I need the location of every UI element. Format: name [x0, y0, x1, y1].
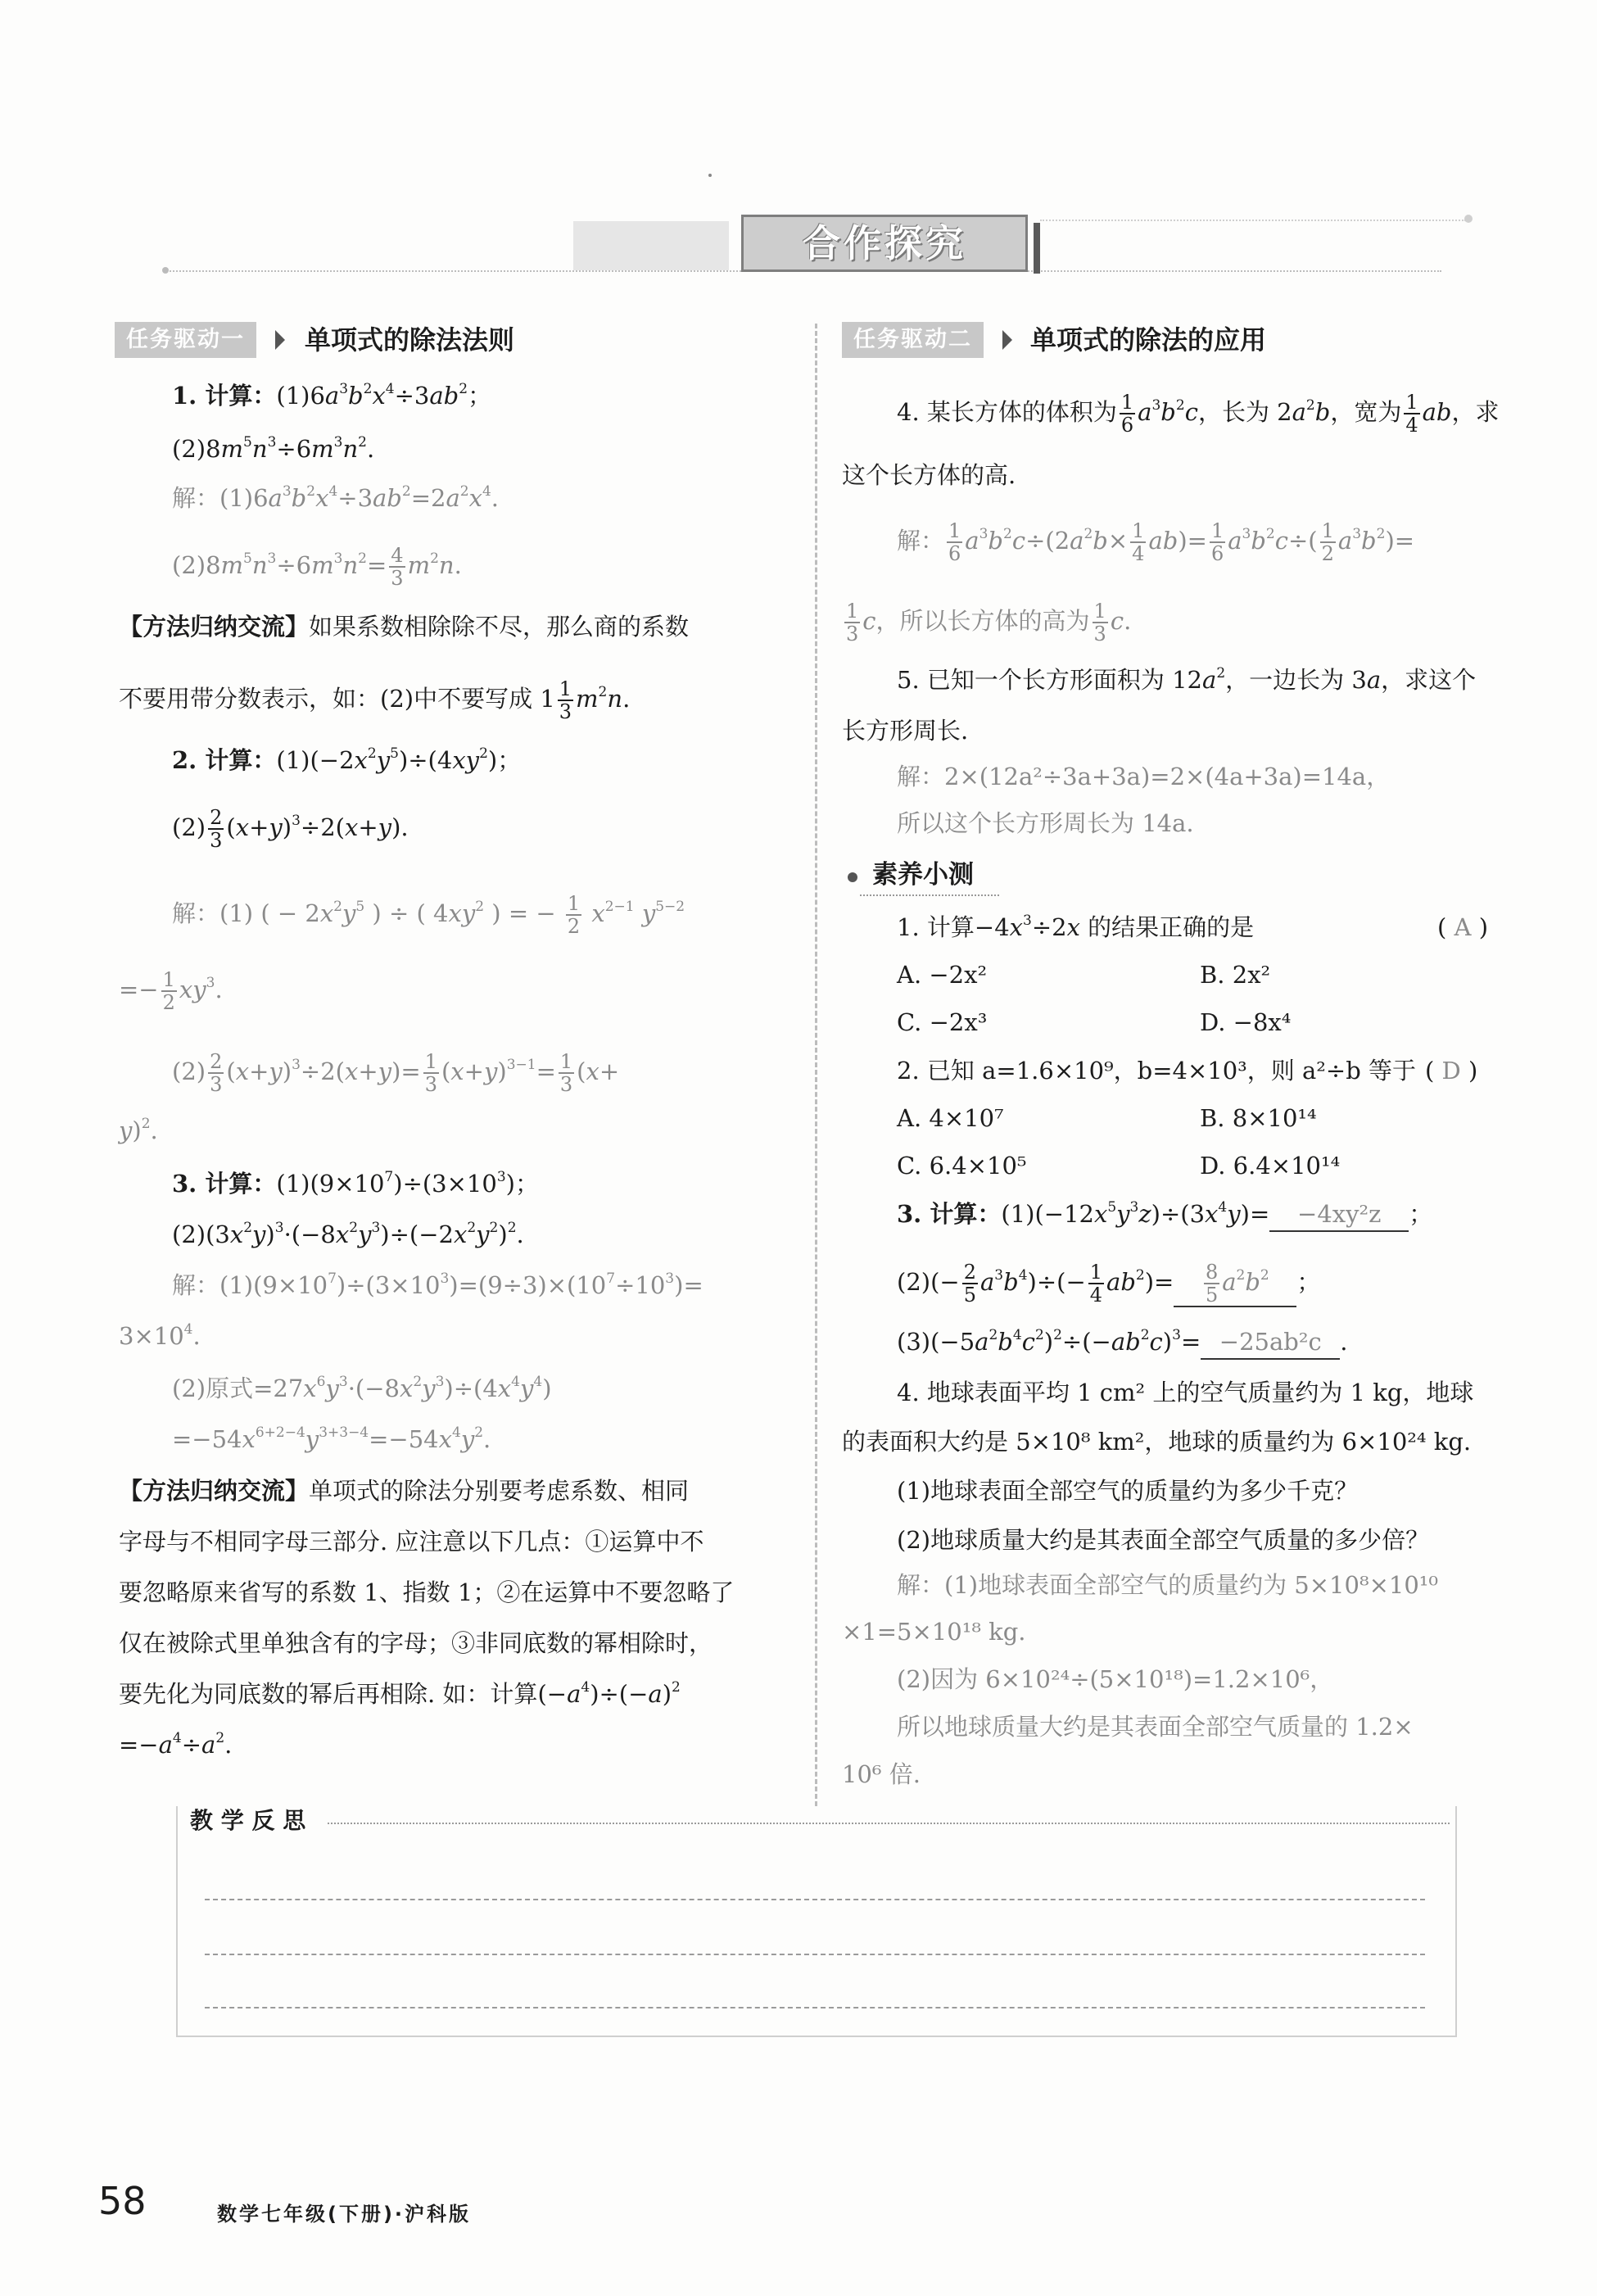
method2-line5: 要先化为同底数的幂后再相除. 如：计算$(-a^4)\div(-a)^2$	[119, 1679, 681, 1708]
task-badge-2: 任务驱动二	[842, 322, 984, 358]
t4-solution1-cont: ×1=5×10¹⁸ kg.	[842, 1618, 1026, 1646]
q1-solution2: $(2)8m^5n^3\div 6m^3n^2=$ $\frac{4}{3}$ $m^2n$.	[172, 544, 462, 590]
q3-line2: $(2)(3x^2y)^3\cdot(-8x^2y^3)\div(-2x^2y^2)^2$.	[172, 1220, 524, 1248]
t2-option-d: D. 6.4×10¹⁴	[1200, 1152, 1341, 1180]
t4-line2: 的表面积大约是 5×10⁸ km²，地球的质量约为 6×10²⁴ kg.	[842, 1428, 1472, 1456]
task-title-2: 单项式的除法的应用	[1030, 324, 1267, 355]
t4-q1: (1)地球表面全部空气的质量约为多少千克？	[897, 1477, 1359, 1505]
column-divider	[815, 324, 817, 1806]
q5-solution2: 所以这个长方形周长为 14a.	[897, 809, 1194, 837]
q2-solution1-cont: =− $\frac{1}{2}$ $xy^3$.	[119, 968, 223, 1014]
t3-line3: $(3)(-5a^2b^4c^2)^2\div(-ab^2c)^3= -25ab^2c$ .	[897, 1325, 1347, 1360]
q5-solution1: 解：2×(12a²÷3a+3a)=2×(4a+3a)=14a，	[897, 763, 1391, 790]
q2-solution1: 解：(1) ( − $2x^2y^5$ ) ÷ ( $4xy^2$ ) = − $\frac{1}{2}$ $x^{2-1}$ $y^{5-2}$	[172, 892, 685, 938]
method2-line6: $=-a^4\div a^2$.	[119, 1730, 233, 1759]
q1-line1: 1. 计算：$(1)6a^3b^2x^4\div 3ab^2$；	[172, 381, 492, 410]
q2-solution2-cont: y)$^2$.	[119, 1116, 158, 1144]
decor-dot-right	[1464, 215, 1473, 223]
q4-line2: 这个长方体的高.	[842, 461, 1016, 489]
method2-line3: 要忽略原来省写的系数 1、指数 1；②在运算中不要忽略了	[119, 1578, 735, 1606]
q4-solution1: 解： $\frac{1}{6}$ $a^3b^2c\div(2a^2b\times$ $\frac{1}{4}$ ab)= $\frac{1}{6}$ $a^3b^2c\div$( $\frac{1}{2}$ $a^3b^2)=$	[897, 519, 1415, 565]
reflection-label: 教 学 反 思	[190, 1805, 314, 1837]
q4-line1: 4. 某长方体的体积为 $\frac{1}{6}$ $a^3b^2c$，长为 $2a^2b$，宽为 $\frac{1}{4}$ ab，求	[897, 391, 1500, 437]
q3-solution1: 解：$(1)(9\times 10^7)\div(3\times 10^3)=(9\div 3)\times(10^7\div 10^3)=$	[172, 1270, 703, 1299]
t2-answer: ( D )	[1425, 1057, 1478, 1085]
q3-solution2-cont: $=-54x^{6+2-4}y^{3+3-4}=-54x^4y^2$.	[172, 1424, 491, 1453]
method2-line2: 字母与不相同字母三部分. 应注意以下几点：①运算中不	[119, 1528, 704, 1556]
t1-option-a: A. −2x²	[897, 961, 988, 989]
t3-line2: (2)(− $\frac{2}{5}$ $a^3b^4)\div(-$ $\frac{1}{4}$ $ab^2)=$ $\frac{8}{5}$ $a^2b^2$ ；	[897, 1261, 1321, 1307]
decor-dot-left	[162, 267, 169, 274]
suyang-underline	[860, 894, 999, 896]
method2-line1: 【方法归纳交流】单项式的除法分别要考虑系数、相同	[119, 1477, 690, 1505]
method2-line4: 仅在被除式里单独含有的字母；③非同底数的幂相除时，	[119, 1629, 713, 1657]
q2-solution2: (2) $\frac{2}{3}$ $(x+y)^3\div 2(x+y)=$ $\frac{1}{3}$ $(x+y)^{3-1}=$ $\frac{1}{3}$ (x+	[172, 1050, 620, 1096]
t4-solution2-cont: 所以地球质量大约是其表面全部空气质量的 1.2×	[897, 1713, 1414, 1741]
t2-question: 2. 已知 a=1.6×10⁹，b=4×10³，则 a²÷b 等于	[897, 1057, 1416, 1085]
bullet-icon	[848, 872, 857, 882]
t1-option-b: B. 2x²	[1200, 961, 1271, 989]
badge-arrow-icon	[1002, 330, 1012, 350]
task-badge-1: 任务驱动一	[115, 322, 256, 358]
reflection-rule-top	[328, 1823, 1450, 1824]
t1-answer: ( A )	[1437, 913, 1489, 941]
reflection-line-1	[205, 1899, 1425, 1900]
badge-arrow-icon	[275, 330, 285, 350]
task-title-1: 单项式的除法法则	[305, 324, 515, 355]
method1-line2: 不要用带分数表示，如：(2)中不要写成 1 $\frac{1}{3}$ $m^2n$.	[119, 677, 631, 723]
q5-line1: 5. 已知一个长方形面积为 $12a^2$，一边长为 3a，求这个	[897, 665, 1477, 694]
t1-option-c: C. −2x³	[897, 1008, 988, 1036]
book-title: 数学七年级(下册)·沪科版	[217, 2203, 472, 2226]
banner-bar	[1034, 223, 1040, 274]
header-band	[573, 221, 729, 270]
reflection-box	[176, 1806, 1457, 2037]
t2-option-a: A. 4×10⁷	[897, 1104, 1004, 1132]
t4-solution1: 解：(1)地球表面全部空气的质量约为 5×10⁸×10¹⁰	[897, 1571, 1439, 1599]
decor-dot	[708, 174, 712, 177]
method1-line1: 【方法归纳交流】如果系数相除除不尽，那么商的系数	[119, 613, 690, 641]
section-title: 合作探究	[803, 221, 966, 265]
t3-line1: 3. 计算：$(1)(-12x^5y^3z)\div(3x^4y)= -4xy^2z$ ；	[897, 1198, 1432, 1232]
header-rule-right	[1040, 220, 1466, 221]
q3-line1: 3. 计算：$(1)(9\times 10^7)\div(3\times 10^3)$；	[172, 1169, 539, 1198]
q1-line2: $(2)8m^5n^3\div 6m^3n^2$.	[172, 434, 375, 463]
t2-option-c: C. 6.4×10⁵	[897, 1152, 1027, 1180]
t4-q2: (2)地球质量大约是其表面全部空气质量的多少倍？	[897, 1526, 1430, 1554]
q2-line2: (2) $\frac{2}{3}$ $(x+y)^3\div 2(x+y)$.	[172, 806, 409, 852]
q5-line2: 长方形周长.	[842, 717, 969, 745]
q3-solution2: (2)原式$=27x^6y^3\cdot(-8x^2y^3)\div(4x^4y^4)$	[172, 1374, 552, 1402]
page-number: 58	[98, 2179, 147, 2223]
q3-solution1-cont: $3\times 10^4$.	[119, 1321, 201, 1350]
t1-question: 1. 计算$-4x^3\div 2x$ 的结果正确的是	[897, 913, 1255, 941]
t4-line1: 4. 地球表面平均 1 cm² 上的空气质量约为 1 kg，地球	[897, 1379, 1474, 1406]
t1-option-d: D. −8x⁴	[1200, 1008, 1292, 1036]
t4-solution2: (2)因为 6×10²⁴÷(5×10¹⁸)=1.2×10⁶，	[897, 1665, 1334, 1693]
q1-solution1: 解：$(1)6a^3b^2x^4\div 3ab^2=2a^2x^4$.	[172, 483, 499, 512]
t4-solution2-end: 10⁶ 倍.	[842, 1760, 921, 1788]
reflection-line-2	[205, 1954, 1425, 1955]
q2-line1: 2. 计算：$(1)(-2x^2y^5)\div(4xy^2)$；	[172, 745, 522, 774]
q4-solution2: $\frac{1}{3}$ c，所以长方体的高为 $\frac{1}{3}$ c.	[846, 600, 1132, 645]
suyang-heading: 素养小测	[872, 860, 974, 890]
t2-option-b: B. 8×10¹⁴	[1200, 1104, 1317, 1132]
reflection-line-3	[205, 2007, 1425, 2008]
